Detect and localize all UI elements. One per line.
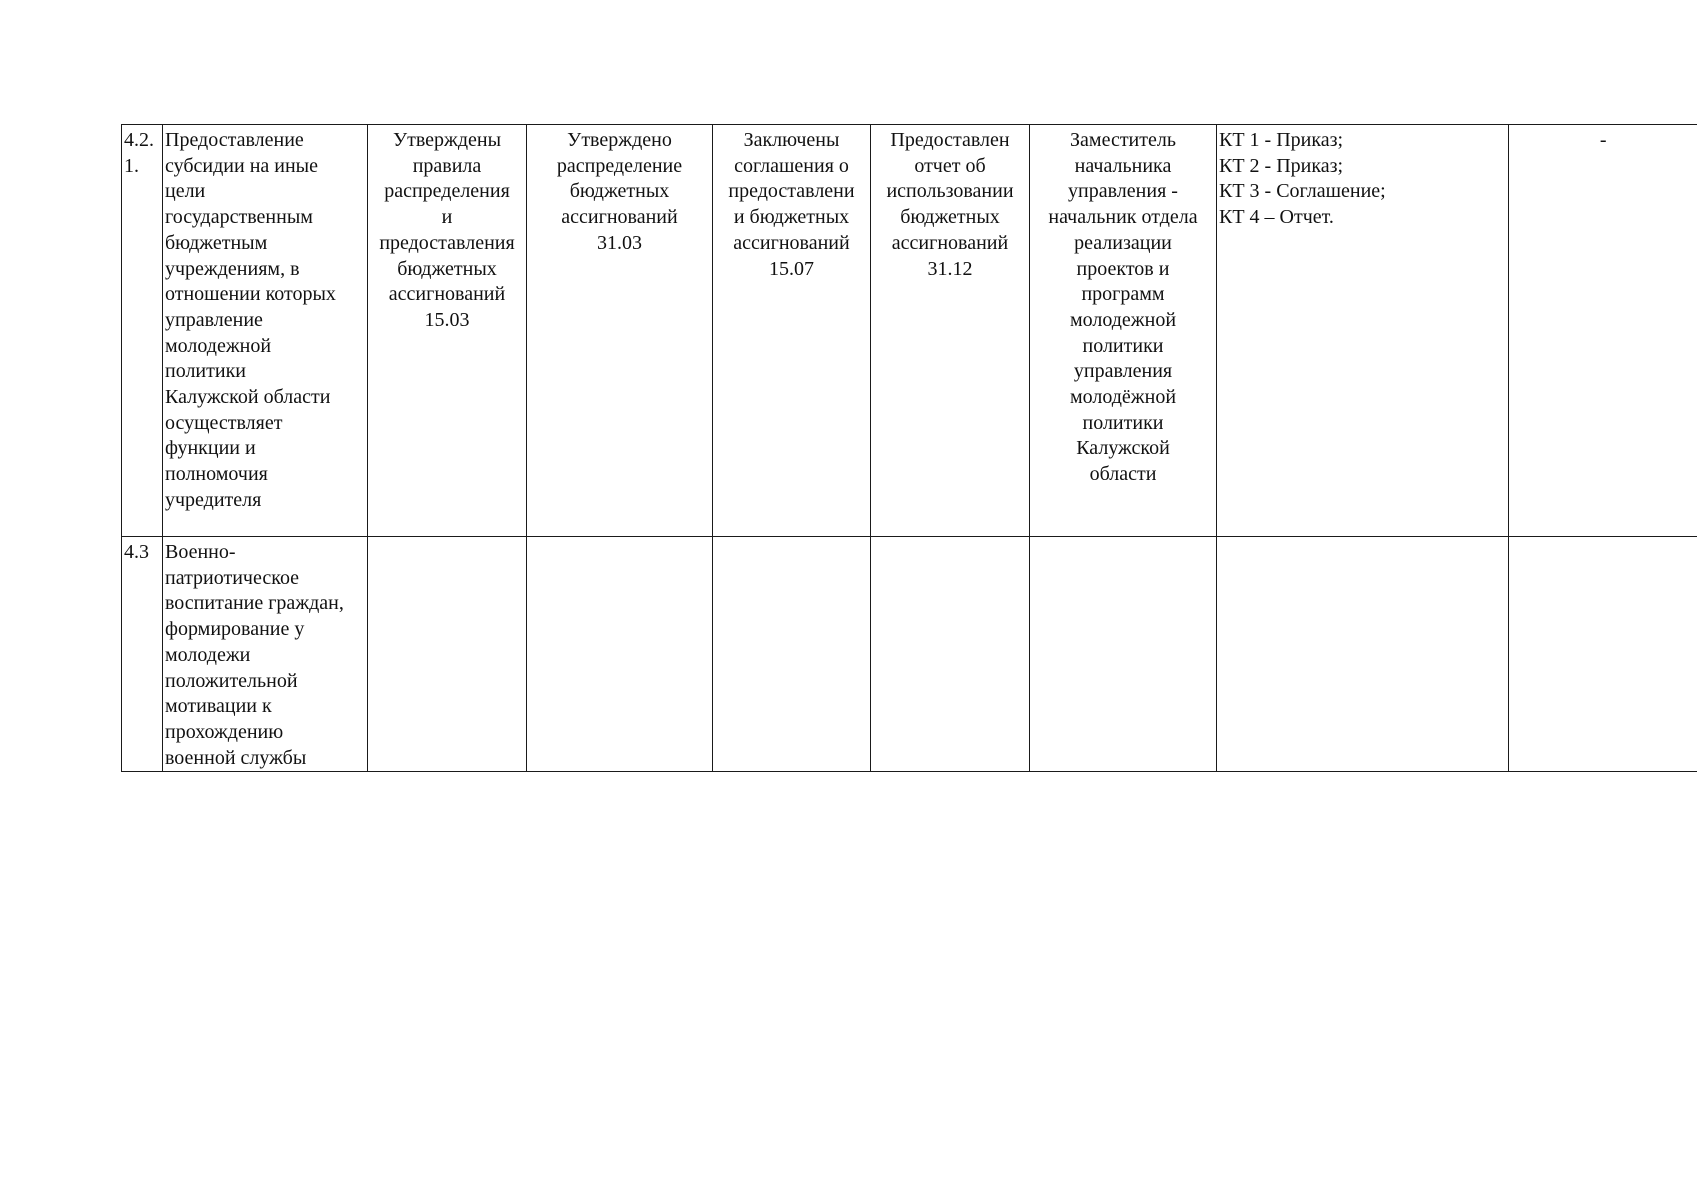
text-line: ассигнований (561, 206, 678, 229)
text-line: 4.3 (124, 541, 149, 563)
text-line: ассигнований (733, 231, 850, 254)
text-line: отчет об (914, 154, 986, 177)
text-line: 31.03 (597, 231, 642, 254)
text-line: - (1599, 129, 1607, 151)
text-line: Военно- (165, 541, 236, 563)
control-point-3 (713, 125, 871, 537)
text-line: учреждениям, в (165, 257, 300, 280)
text-line: Предоставлен (890, 129, 1010, 151)
last-column-value (1509, 537, 1697, 772)
text-line: 15.07 (769, 257, 814, 280)
control-point-2 (527, 537, 713, 772)
text-line: соглашения о (734, 154, 849, 177)
responsible-person (1030, 125, 1217, 537)
activity-name (163, 125, 368, 537)
control-point-4 (871, 125, 1030, 537)
text-line: области (1089, 463, 1157, 486)
text-line: и (441, 206, 453, 229)
text-line: 4.2. (124, 129, 154, 151)
text-line: молодежной (1069, 308, 1177, 331)
text-line: распределения (384, 180, 510, 203)
text-line: учредителя (165, 488, 262, 511)
row-number (122, 537, 163, 772)
text-line: бюджетных (900, 206, 1000, 229)
text-line: воспитание граждан, (165, 592, 344, 615)
confirming-documents (1217, 125, 1509, 537)
control-point-4 (871, 537, 1030, 772)
text-line: Калужской (1076, 437, 1170, 460)
confirming-documents (1217, 537, 1509, 772)
text-line: патриотическое (165, 566, 300, 589)
text-line: молодежной (165, 334, 272, 357)
text-line: мотивации к (165, 695, 272, 718)
text-line: Утверждены (392, 129, 502, 151)
text-line: молодежи (165, 643, 251, 666)
text-line: Предоставление (165, 129, 304, 151)
text-line: ассигнований (891, 231, 1009, 254)
text-line: начальник отдела (1048, 206, 1198, 229)
text-line: бюджетных (397, 257, 497, 280)
text-line: распределение (556, 154, 683, 177)
text-line: КТ 1 - Приказ; (1219, 129, 1344, 151)
control-point-1 (368, 125, 527, 537)
text-line: бюджетным (165, 231, 268, 254)
text-line: 1. (124, 154, 139, 177)
text-line: Заключены (743, 129, 840, 151)
control-point-2 (527, 125, 713, 537)
text-line: формирование у (165, 618, 305, 641)
text-line: Заместитель (1070, 129, 1176, 151)
text-line: политики (165, 360, 246, 383)
text-line: 15.03 (424, 308, 470, 331)
responsible-person (1030, 537, 1217, 772)
text-line: и бюджетных (733, 206, 850, 229)
text-line: отношении которых (165, 283, 336, 306)
text-line: политики (1082, 334, 1164, 357)
text-line: цели (165, 180, 206, 203)
text-line: положительной (165, 669, 298, 692)
text-line: начальника (1074, 154, 1172, 177)
row-number (122, 125, 163, 537)
text-line: использовании (886, 180, 1014, 203)
text-line: полномочия (165, 463, 268, 486)
control-point-1 (368, 537, 527, 772)
text-line: молодёжной (1069, 386, 1177, 409)
text-line: государственным (165, 206, 313, 229)
text-line: политики (1082, 411, 1164, 434)
text-line: 31.12 (927, 257, 973, 280)
text-line: субсидии на иные (165, 154, 318, 177)
table-row (122, 537, 1697, 772)
table-row (122, 125, 1697, 537)
text-line: проектов и (1076, 257, 1170, 280)
text-line: предоставлени (728, 180, 855, 203)
text-line: прохождению (165, 720, 284, 743)
text-line: Калужской области (165, 386, 331, 409)
plan-table (121, 124, 1697, 772)
text-line: бюджетных (569, 180, 670, 203)
text-line: реализации (1074, 231, 1172, 254)
text-line: управления - (1068, 180, 1178, 203)
text-line: Утверждено (567, 129, 672, 151)
control-point-3 (713, 537, 871, 772)
text-line: осуществляет (165, 411, 283, 434)
text-line: управления (1073, 360, 1173, 383)
text-line: ассигнований (388, 283, 506, 306)
text-line: функции и (165, 437, 256, 460)
text-line: КТ 3 - Соглашение; (1219, 180, 1386, 203)
text-line: управление (165, 308, 263, 331)
last-column-value (1509, 125, 1697, 537)
text-line: военной службы (165, 746, 307, 769)
text-line: КТ 2 - Приказ; (1219, 154, 1344, 177)
text-line: предоставления (379, 231, 515, 254)
text-line: программ (1081, 283, 1165, 306)
text-line: правила (412, 154, 482, 177)
text-line: КТ 4 – Отчет. (1219, 206, 1334, 229)
activity-name (163, 537, 368, 772)
